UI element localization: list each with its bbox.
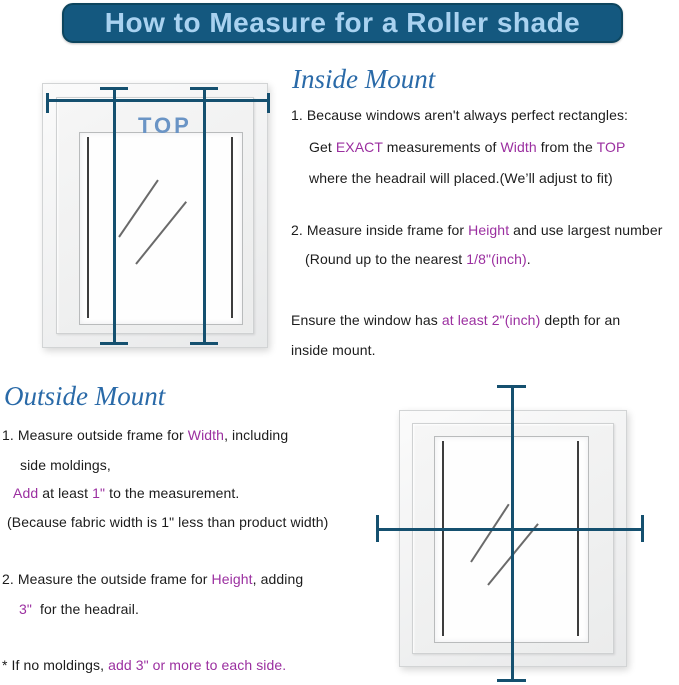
inside-mount-title: Inside Mount (292, 64, 436, 94)
window-sash-line-left (442, 441, 444, 636)
height-measure-cap-top-left (100, 87, 128, 90)
outside-height-measure-cap-bottom (497, 679, 526, 682)
height-measure-cap-bottom-right (190, 342, 218, 345)
inside-step1-line2: Get EXACT measurements of Width from the TOP (309, 139, 626, 155)
outside-height-measure-cap-top (497, 385, 526, 388)
width-measure-tick-right (267, 93, 270, 113)
window-sash-line-right (231, 137, 233, 318)
inside-step2-line2: (Round up to the nearest 1/8"(inch). (305, 251, 531, 267)
outside-step2-line1: 2. Measure the outside frame for Height, adding (2, 571, 304, 587)
inside-step2-line1: 2. Measure inside frame for Height and use largest number (291, 222, 663, 238)
header-bar (62, 3, 623, 43)
outside-step1-line1: 1. Measure outside frame for Width, including (2, 427, 289, 443)
outside-step1-line4: (Because fabric width is 1" less than product width) (7, 514, 329, 530)
top-label: TOP (138, 113, 192, 138)
height-measure-line-right (203, 89, 206, 344)
outside-step1-line2: side moldings, (20, 457, 111, 473)
outside-width-measure-cap-left (376, 515, 379, 542)
page-title: How to Measure for a Roller shade (104, 7, 581, 38)
inside-mount-window-diagram (42, 83, 268, 348)
height-measure-line-left (113, 89, 116, 344)
inside-step1-line1: 1. Because windows aren't always perfect rectangles: (291, 107, 629, 123)
outside-width-measure-line (378, 528, 644, 531)
inside-ensure-line1: Ensure the window has at least 2"(inch) depth for an (291, 312, 621, 328)
window-glass (79, 132, 243, 325)
inside-ensure-line2: inside mount. (291, 342, 376, 358)
width-measure-tick-left (46, 93, 49, 113)
inside-step1-line3: where the headrail will placed.(We’ll adjust to fit) (309, 170, 613, 186)
outside-width-measure-cap-right (641, 515, 644, 542)
window-sash-line-left (87, 137, 89, 318)
height-measure-cap-top-right (190, 87, 218, 90)
outside-mount-title: Outside Mount (4, 381, 166, 411)
outside-height-measure-line (511, 387, 514, 681)
height-measure-cap-bottom-left (100, 342, 128, 345)
width-measure-line (47, 99, 269, 102)
outside-footnote: * If no moldings, add 3" or more to each side. (2, 657, 287, 673)
outside-step1-line3: Add at least 1" to the measurement. (13, 485, 240, 501)
window-sash-line-right (577, 441, 579, 636)
outside-step2-line2: 3" for the headrail. (19, 601, 139, 617)
